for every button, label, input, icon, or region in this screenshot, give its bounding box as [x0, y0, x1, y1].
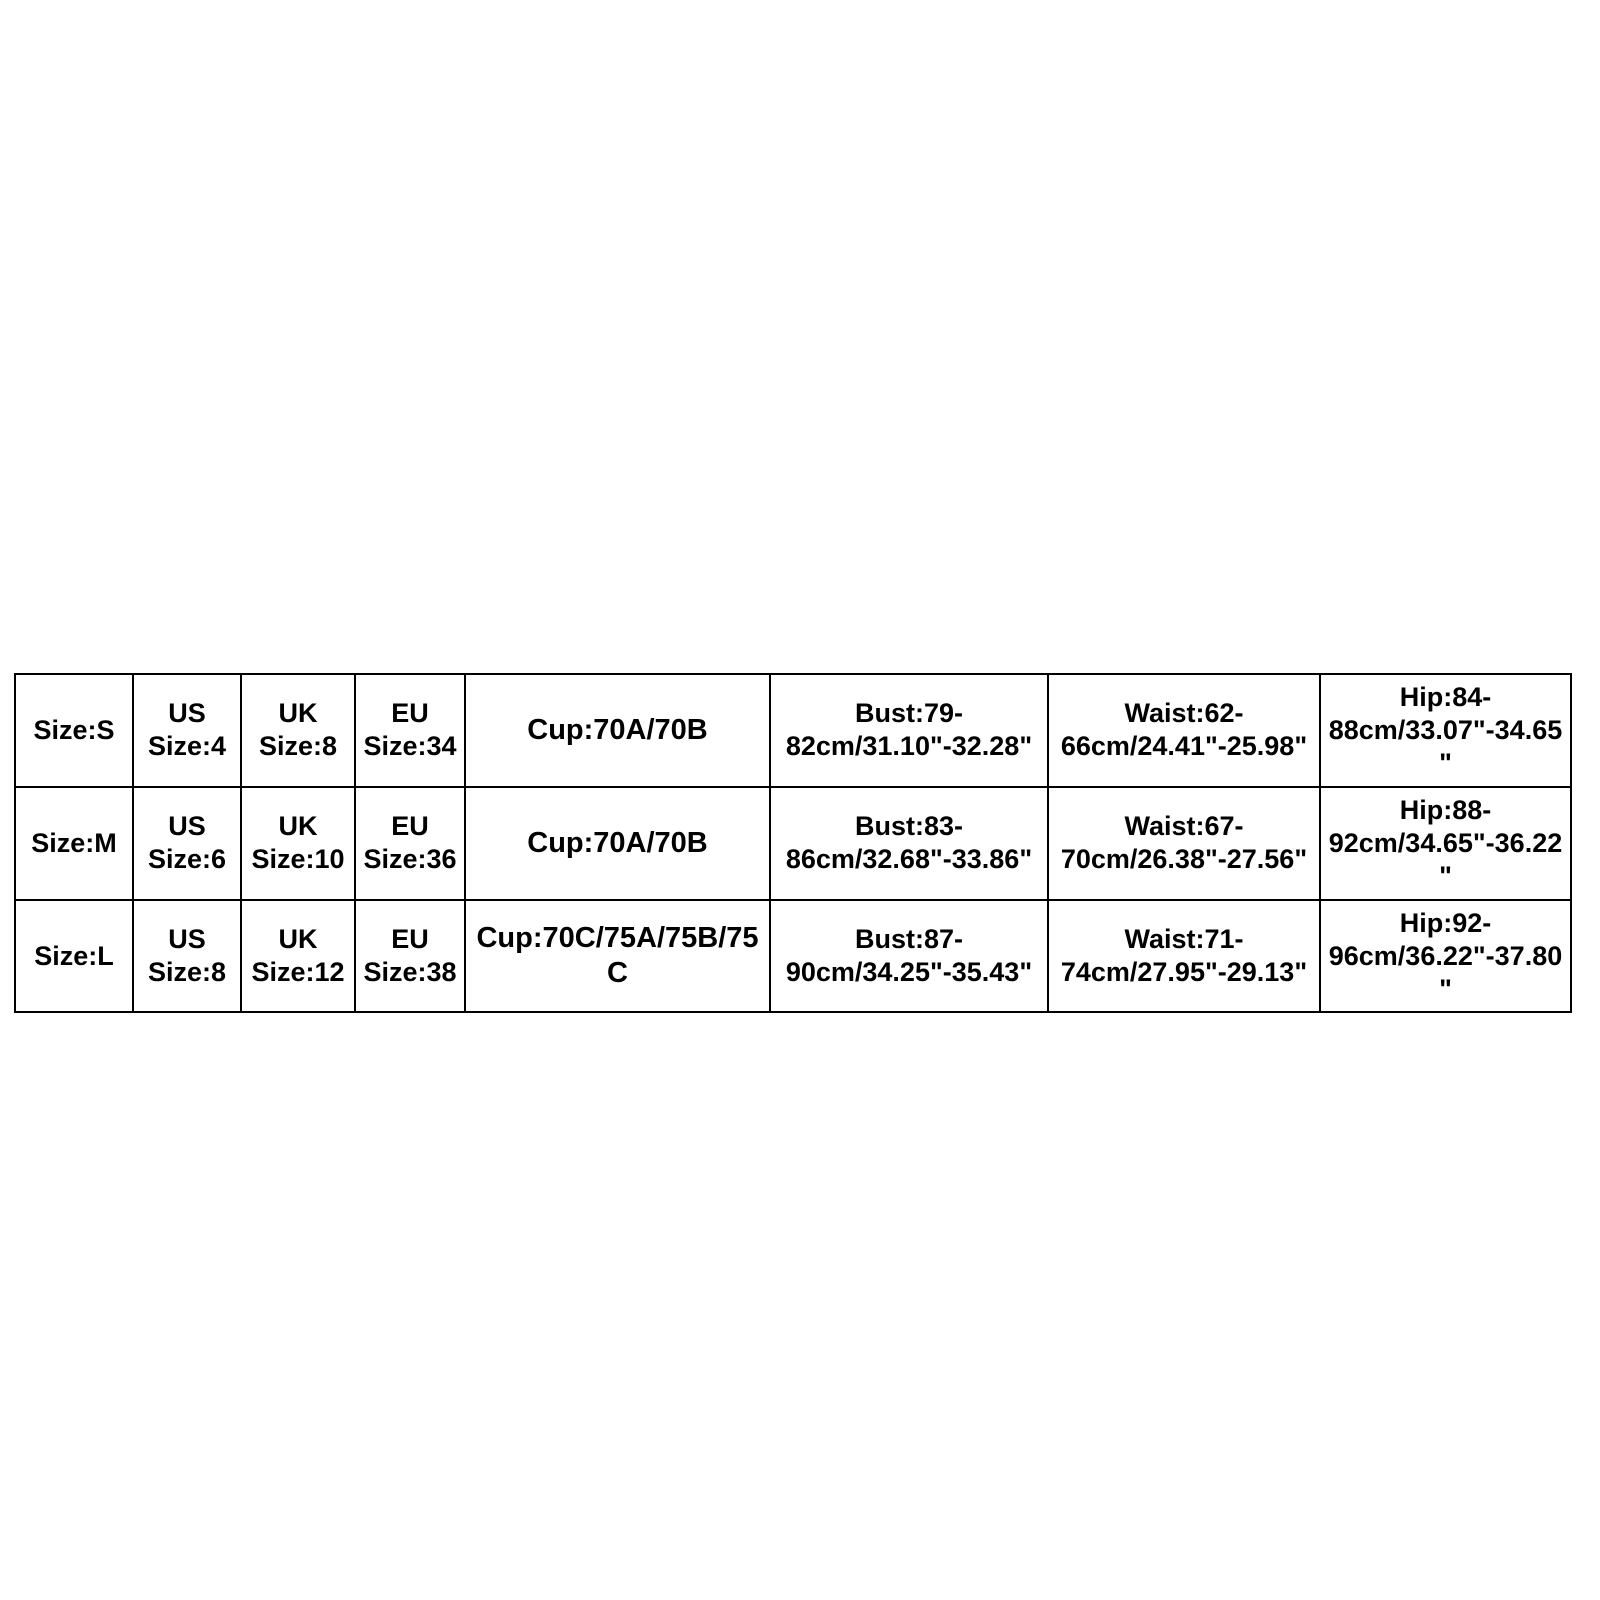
- waist-line-1: Waist:62-: [1124, 698, 1244, 729]
- uk-label: UK: [278, 924, 318, 955]
- bust-line-1: Bust:79-: [854, 698, 963, 729]
- uk-size: [241, 900, 355, 1013]
- waist-measurement: [1048, 674, 1320, 787]
- waist-line-2: 70cm/26.38"-27.56": [1060, 844, 1308, 875]
- cup-size: Cup:70A/70B: [465, 674, 770, 787]
- hip-measurement: [1320, 787, 1571, 900]
- bust-line-2: 82cm/31.10"-32.28": [785, 731, 1033, 762]
- table-row: [15, 787, 1571, 900]
- waist-line-2: 74cm/27.95"-29.13": [1060, 957, 1308, 988]
- eu-label: EU: [391, 924, 429, 955]
- hip-line-2: 88cm/33.07"-34.65": [1328, 714, 1563, 778]
- us-size: [133, 900, 241, 1013]
- bust-measurement: [770, 787, 1048, 900]
- us-label: US: [168, 811, 206, 842]
- waist-measurement: [1048, 900, 1320, 1013]
- hip-line-2: 92cm/34.65"-36.22": [1328, 827, 1563, 891]
- us-value: Size:8: [147, 957, 227, 988]
- eu-label: EU: [391, 698, 429, 729]
- eu-value: Size:36: [363, 844, 457, 875]
- uk-label: UK: [278, 811, 318, 842]
- size-chart: [14, 673, 1570, 1013]
- us-size: [133, 674, 241, 787]
- eu-label: EU: [391, 811, 429, 842]
- uk-value: Size:12: [251, 957, 345, 988]
- table-row: [15, 900, 1571, 1013]
- size-label: Size:S: [15, 674, 133, 787]
- eu-size: [355, 674, 465, 787]
- uk-value: Size:10: [251, 844, 345, 875]
- waist-line-1: Waist:67-: [1124, 811, 1244, 842]
- hip-measurement: [1320, 674, 1571, 787]
- waist-line-1: Waist:71-: [1124, 924, 1244, 955]
- bust-measurement: [770, 674, 1048, 787]
- us-label: US: [168, 924, 206, 955]
- waist-measurement: [1048, 787, 1320, 900]
- cup-size: Cup:70A/70B: [465, 787, 770, 900]
- eu-value: Size:34: [363, 731, 457, 762]
- bust-line-2: 86cm/32.68"-33.86": [785, 844, 1033, 875]
- hip-line-1: Hip:88-: [1399, 794, 1492, 825]
- uk-label: UK: [278, 698, 318, 729]
- uk-size: [241, 787, 355, 900]
- table-row: [15, 674, 1571, 787]
- hip-line-2: 96cm/36.22"-37.80": [1328, 940, 1563, 1004]
- eu-size: [355, 787, 465, 900]
- uk-value: Size:8: [258, 731, 338, 762]
- eu-size: [355, 900, 465, 1013]
- bust-measurement: [770, 900, 1048, 1013]
- hip-line-1: Hip:84-: [1399, 682, 1492, 712]
- bust-line-1: Bust:87-: [854, 924, 963, 955]
- us-value: Size:6: [147, 844, 227, 875]
- us-label: US: [168, 698, 206, 729]
- waist-line-2: 66cm/24.41"-25.98": [1060, 731, 1308, 762]
- size-chart-table: [14, 673, 1572, 1013]
- cup-size: Cup:70C/75A/75B/75C: [465, 900, 770, 1013]
- size-label: Size:M: [15, 787, 133, 900]
- us-value: Size:4: [147, 731, 227, 762]
- uk-size: [241, 674, 355, 787]
- us-size: [133, 787, 241, 900]
- size-label: Size:L: [15, 900, 133, 1013]
- bust-line-2: 90cm/34.25"-35.43": [785, 957, 1033, 988]
- eu-value: Size:38: [363, 957, 457, 988]
- hip-line-1: Hip:92-: [1399, 907, 1492, 938]
- hip-measurement: [1320, 900, 1571, 1013]
- bust-line-1: Bust:83-: [854, 811, 963, 842]
